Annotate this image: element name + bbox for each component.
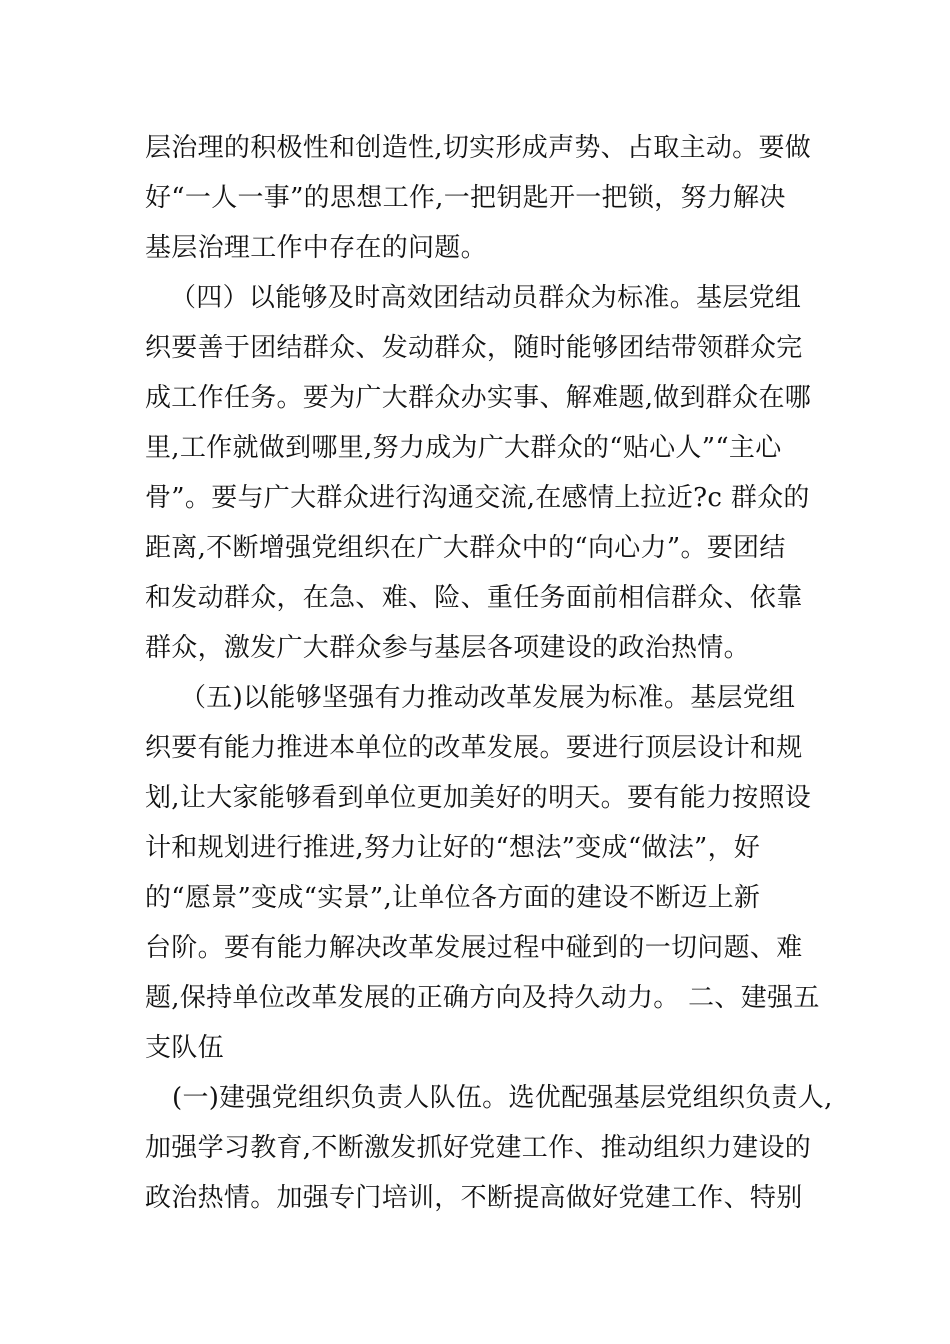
text-line: 成工作任务。要为广大群众办实事、解难题,做到群众在哪 [145,383,812,413]
text-line: 里,工作就做到哪里,努力成为广大群众的“贴心人”“主心 [145,433,782,463]
text-line: 距离,不断增强党组织在广大群众中的“向心力”。要团结 [145,533,786,563]
text-line: 层治理的积极性和创造性,切实形成声势、占取主动。要做 [145,133,812,163]
text-line: 划,让大家能够看到单位更加美好的明天。要有能力按照设 [145,783,812,813]
text-line: 基层治理工作中存在的问题。 [145,233,487,263]
text-line: 计和规划进行推进,努力让好的“想法”变成“做法”，好 [145,833,761,863]
text-line: 支队伍 [145,1033,224,1063]
text-line: 织要有能力推进本单位的改革发展。要进行顶层设计和规 [145,733,803,763]
text-line: （四）以能够及时高效团结动员群众为标准。基层党组 [170,283,802,313]
text-line: 群众，激发广大群众参与基层各项建设的政治热情。 [145,633,750,663]
text-line: 台阶。要有能力解决改革发展过程中碰到的一切问题、难 [145,933,803,963]
text-line: (一)建强党组织负责人队伍。选优配强基层党组织负责人, [172,1083,833,1113]
text-line: （五)以能够坚强有力推动改革发展为标准。基层党组 [180,683,796,713]
text-line: 骨”。要与广大群众进行沟通交流,在感情上拉近?c 群众的 [145,483,810,513]
text-line: 题,保持单位改革发展的正确方向及持久动力。 二、建强五 [145,983,820,1013]
text-line: 政治热情。加强专门培训，不断提高做好党建工作、特别 [145,1183,803,1213]
text-line: 和发动群众，在急、难、险、重任务面前相信群众、依靠 [145,583,803,613]
text-line: 织要善于团结群众、发动群众，随时能够团结带领群众完 [145,333,803,363]
text-line: 好“一人一事”的思想工作,一把钥匙开一把锁，努力解决 [145,183,786,213]
text-line: 的“愿景”变成“实景”,让单位各方面的建设不断迈上新 [145,883,761,913]
text-line: 加强学习教育,不断激发抓好党建工作、推动组织力建设的 [145,1133,812,1163]
